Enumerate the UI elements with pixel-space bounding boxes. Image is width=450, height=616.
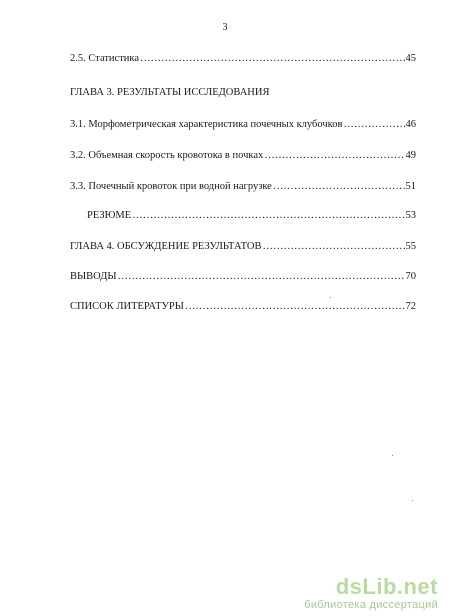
toc-entry-page: 53 [405,210,416,221]
toc-entry-references [70,300,416,313]
watermark-logo: dsLib.net [335,574,438,599]
toc-entry-label: 3.3. Почечный кровоток при водной нагрузке [70,181,272,192]
toc-leader-dots [343,118,404,131]
toc-entry-page: 72 [405,301,416,312]
toc-entry-label: РЕЗЮМЕ [87,210,132,221]
toc-entry-page: 51 [405,181,416,192]
toc-leader-dots [273,180,405,193]
toc-leader-dots [132,209,404,222]
toc-entry-page: 70 [405,271,416,282]
dslib-watermark [304,575,438,612]
toc-entry-page: 55 [405,241,416,252]
toc-entry-label: СПИСОК ЛИТЕРАТУРЫ [70,301,184,312]
toc-entry-3-2 [70,149,416,162]
toc-chapter-3-heading: ГЛАВА 3. РЕЗУЛЬТАТЫ ИССЛЕДОВАНИЯ [70,87,270,98]
toc-leader-dots [140,52,404,65]
toc-entry-2-5 [70,52,416,65]
toc-entry-page: 45 [405,53,416,64]
toc-entry-label: 3.2. Объемная скорость кровотока в почках [70,150,264,161]
toc-leader-dots [264,149,404,162]
toc-entry-chapter-4 [70,240,416,253]
toc-entry-page: 49 [405,150,416,161]
toc-entry-3-3 [70,180,416,193]
toc-entry-label: ВЫВОДЫ [70,271,117,282]
scan-speck [392,455,393,456]
toc-entry-label: 2.5. Статистика [70,53,140,64]
scan-speck [412,500,413,501]
toc-entry-label: ГЛАВА 4. ОБСУЖДЕНИЕ РЕЗУЛЬТАТОВ [70,241,262,252]
toc-entry-summary [87,209,416,222]
page-number: 3 [222,22,228,33]
scan-speck [330,297,331,298]
toc-entry-label: 3.1. Морфометрическая характеристика почечных клубочков [70,119,343,130]
watermark-tagline: библиотека диссертаций [304,599,438,611]
toc-leader-dots [185,300,405,313]
toc-entry-page: 46 [405,119,416,130]
toc-leader-dots [262,240,404,253]
toc-leader-dots [118,270,405,283]
toc-entry-conclusions [70,270,416,283]
toc-entry-3-1 [70,118,416,131]
